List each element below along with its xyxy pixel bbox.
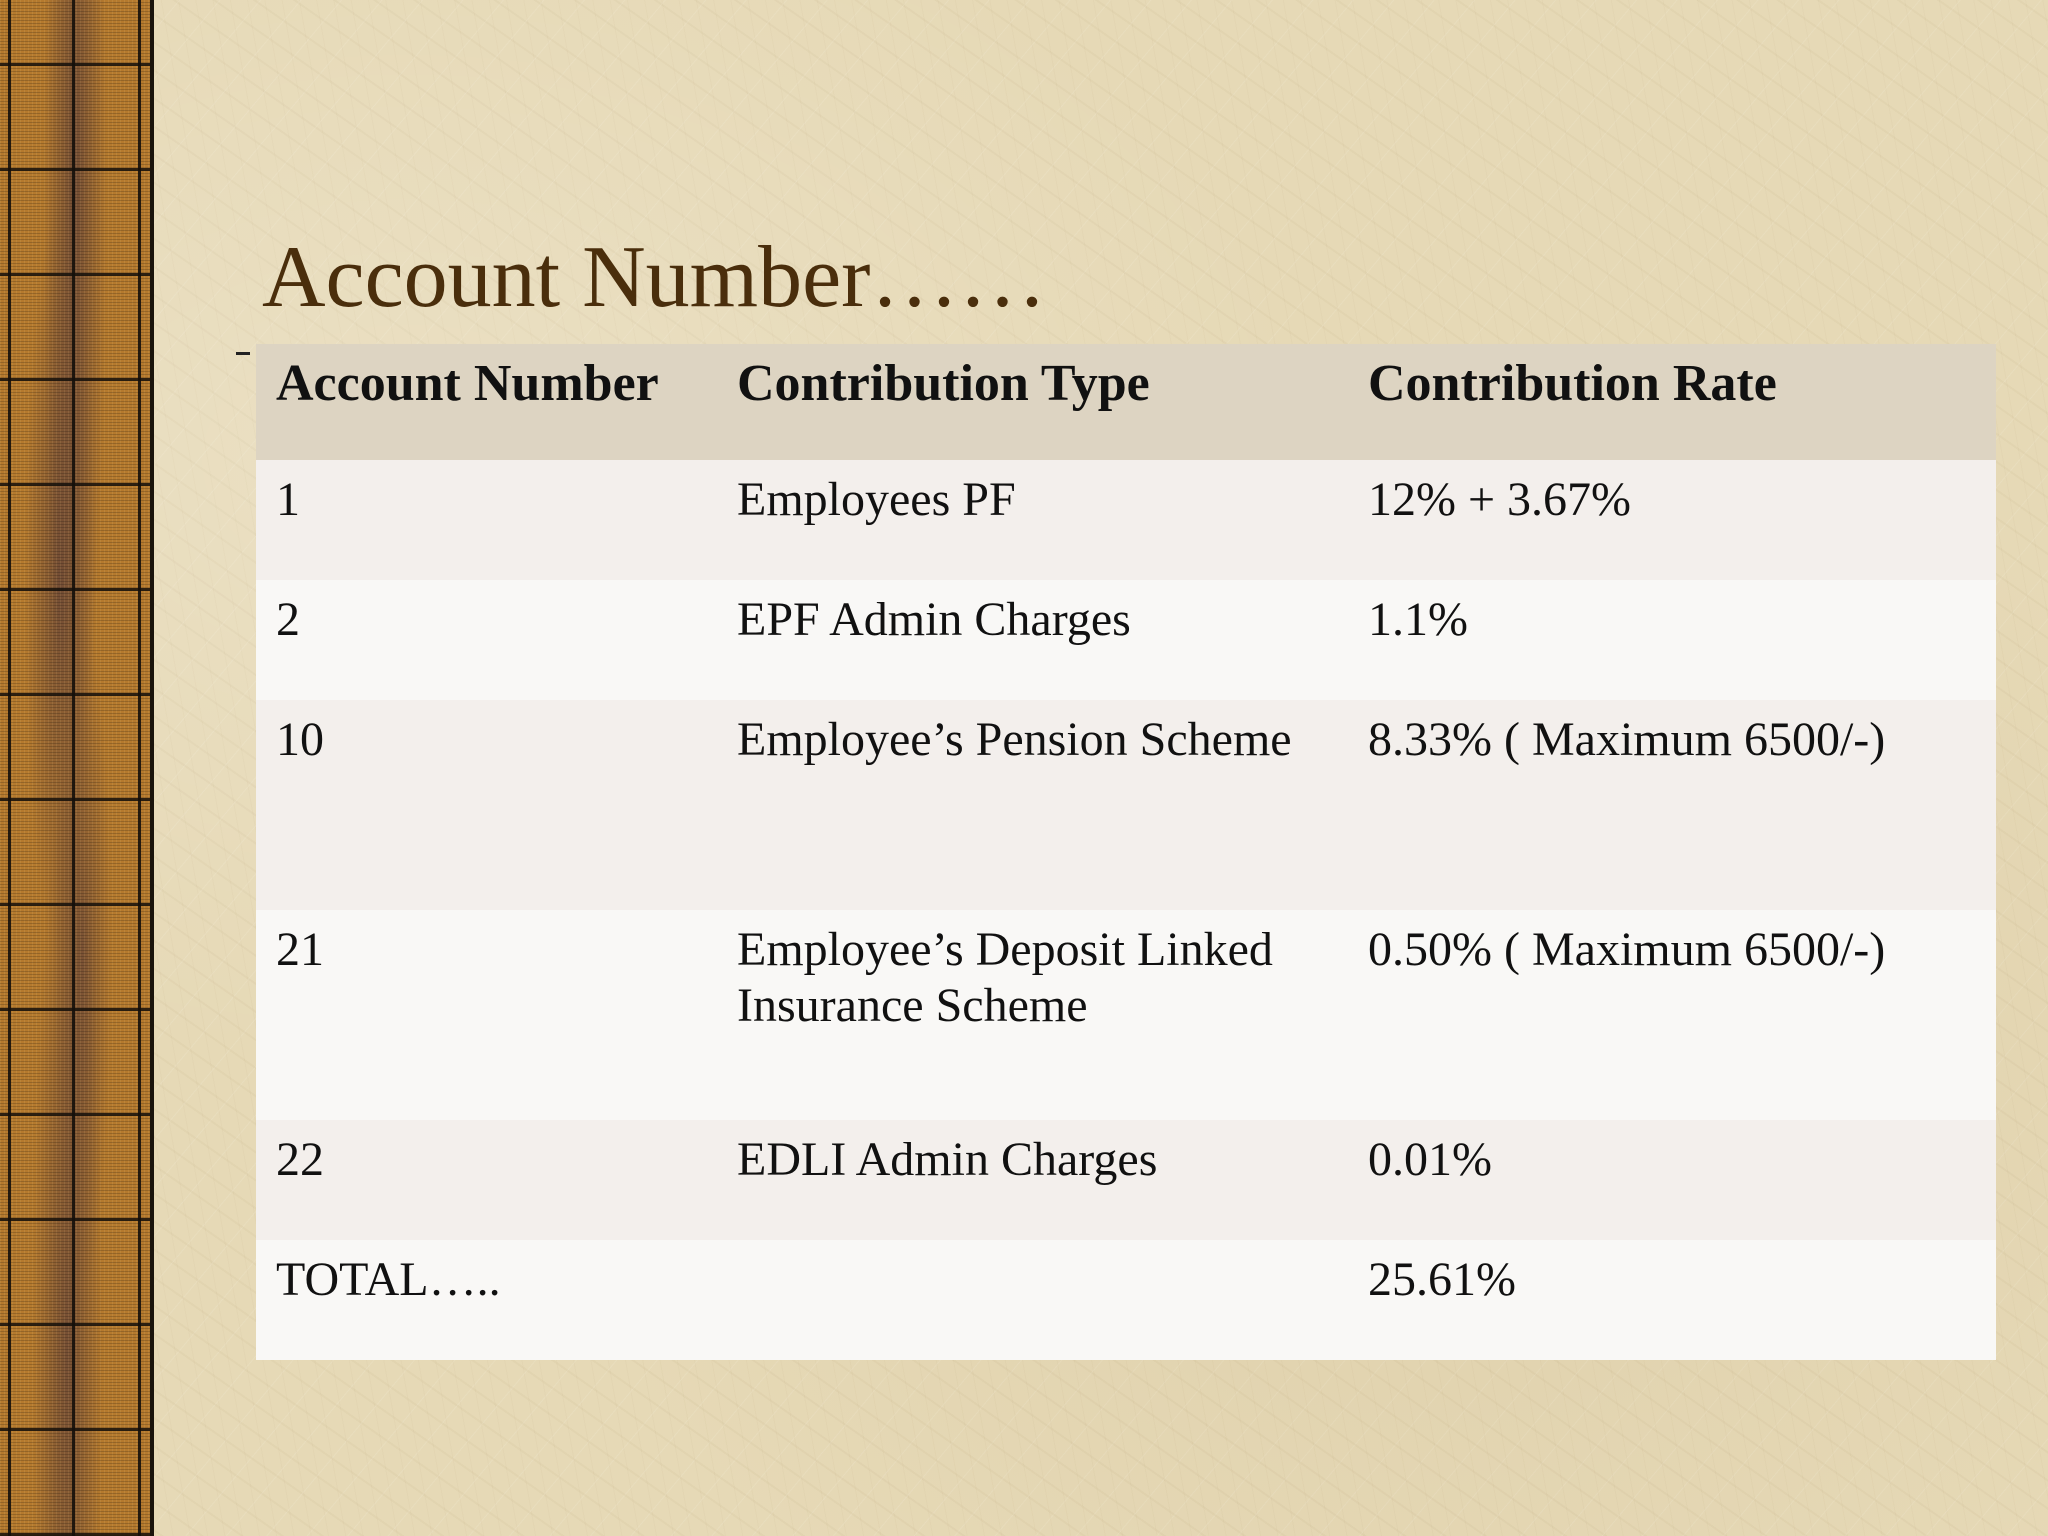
cell-account: 1 [256,460,717,580]
cell-account: 21 [256,910,717,1120]
table-row [256,910,1996,1120]
table-header-row [256,344,1996,460]
header-contribution-type: Contribution Type [717,344,1348,460]
decorative-side-strip [0,0,154,1536]
cell-rate: 0.50% ( Maximum 6500/-) [1348,910,1996,1120]
table-row [256,1120,1996,1240]
contribution-table [256,344,1996,1360]
cell-account: 10 [256,700,717,910]
table-row [256,580,1996,700]
table-row [256,700,1996,910]
cell-account: 22 [256,1120,717,1240]
cell-rate: 0.01% [1348,1120,1996,1240]
cell-rate: 1.1% [1348,580,1996,700]
cell-total-rate: 25.61% [1348,1240,1996,1360]
cell-type: EPF Admin Charges [717,580,1348,700]
cell-type: Employees PF [717,460,1348,580]
side-strip-grid [0,0,150,1536]
slide-title: Account Number…… [262,229,1047,326]
table-total-row [256,1240,1996,1360]
table-row [256,460,1996,580]
cell-rate: 8.33% ( Maximum 6500/-) [1348,700,1996,910]
cell-type: Employee’s Pension Scheme [717,700,1348,910]
bullet-marker [236,352,250,355]
cell-type [717,1240,1348,1360]
cell-rate: 12% + 3.67% [1348,460,1996,580]
cell-type: EDLI Admin Charges [717,1120,1348,1240]
cell-type: Employee’s Deposit Linked Insurance Scheme [717,910,1348,1120]
header-account-number: Account Number [256,344,717,460]
header-contribution-rate: Contribution Rate [1348,344,1996,460]
cell-total-label: TOTAL….. [256,1240,717,1360]
cell-account: 2 [256,580,717,700]
